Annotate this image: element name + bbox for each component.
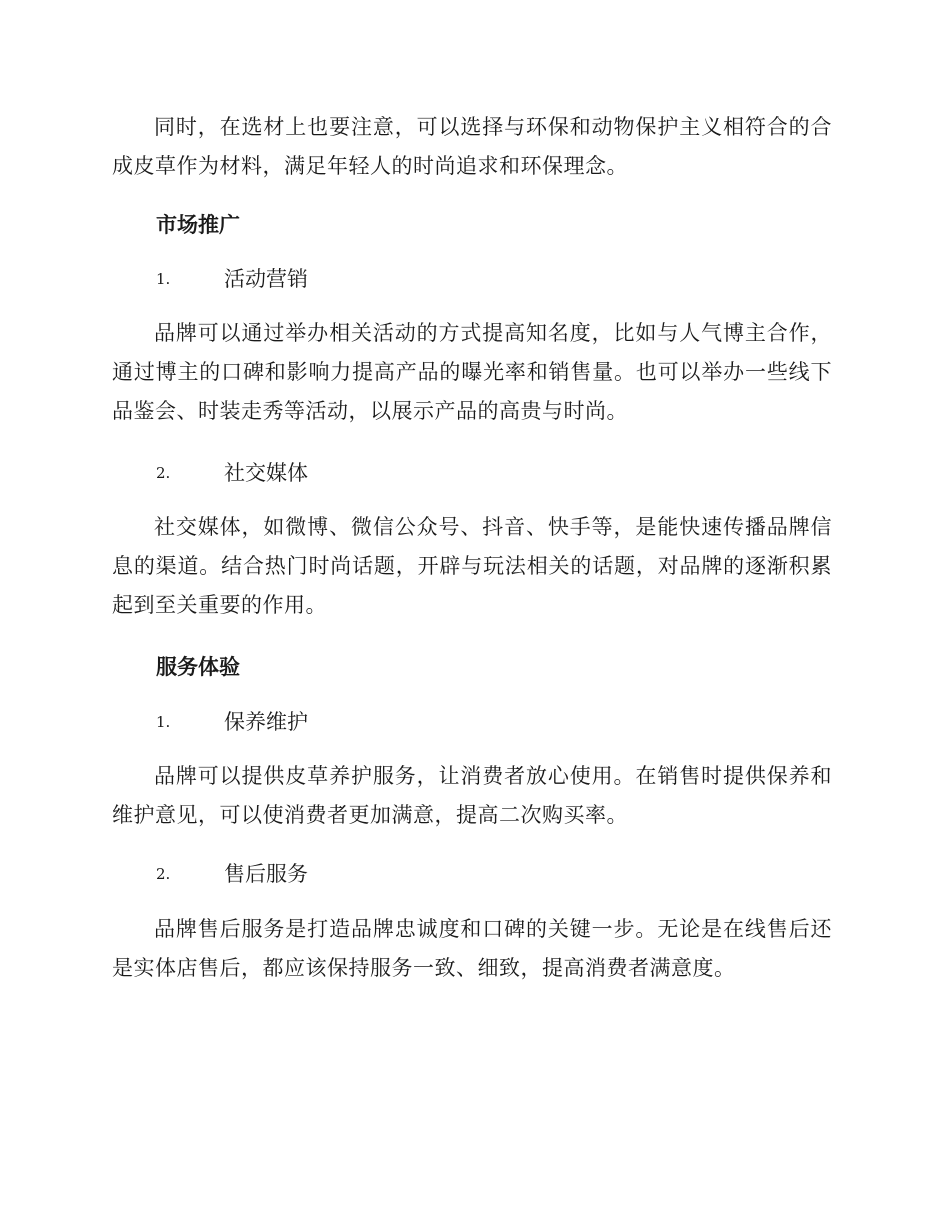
list-item-title: 保养维护 xyxy=(224,710,308,734)
paragraph-event-marketing: 品牌可以通过举办相关活动的方式提高知名度，比如与人气博主合作，通过博主的口碑和影响力提高产品的曝光率和销售量。也可以举办一些线下品鉴会、时装走秀等活动，以展示产品的高贵与时尚。 xyxy=(112,321,832,423)
section-heading-market-promotion: 市场推广 xyxy=(156,212,240,237)
list-number: 1. xyxy=(156,270,171,288)
paragraph-maintenance: 品牌可以提供皮草养护服务，让消费者放心使用。在销售时提供保养和维护意见，可以使消费者更加满意，提高二次购买率。 xyxy=(112,764,832,827)
paragraph-social-media: 社交媒体，如微博、微信公众号、抖音、快手等，是能快速传播品牌信息的渠道。结合热门时尚话题，开辟与玩法相关的话题，对品牌的逐渐积累起到至关重要的作用。 xyxy=(112,515,832,617)
paragraph-after-sales: 品牌售后服务是打造品牌忠诚度和口碑的关键一步。无论是在线售后还是实体店售后，都应该保持服务一致、细致，提高消费者满意度。 xyxy=(112,917,832,980)
section-heading-service-experience: 服务体验 xyxy=(156,654,240,679)
list-item-title: 社交媒体 xyxy=(224,461,308,485)
list-number: 2. xyxy=(156,865,171,883)
intro-paragraph: 同时，在选材上也要注意，可以选择与环保和动物保护主义相符合的合成皮草作为材料，满足年轻人的时尚追求和环保理念。 xyxy=(112,115,832,178)
list-number: 1. xyxy=(156,713,171,731)
list-item-title: 活动营销 xyxy=(224,267,308,291)
list-item-title: 售后服务 xyxy=(224,862,308,886)
list-number: 2. xyxy=(156,464,171,482)
